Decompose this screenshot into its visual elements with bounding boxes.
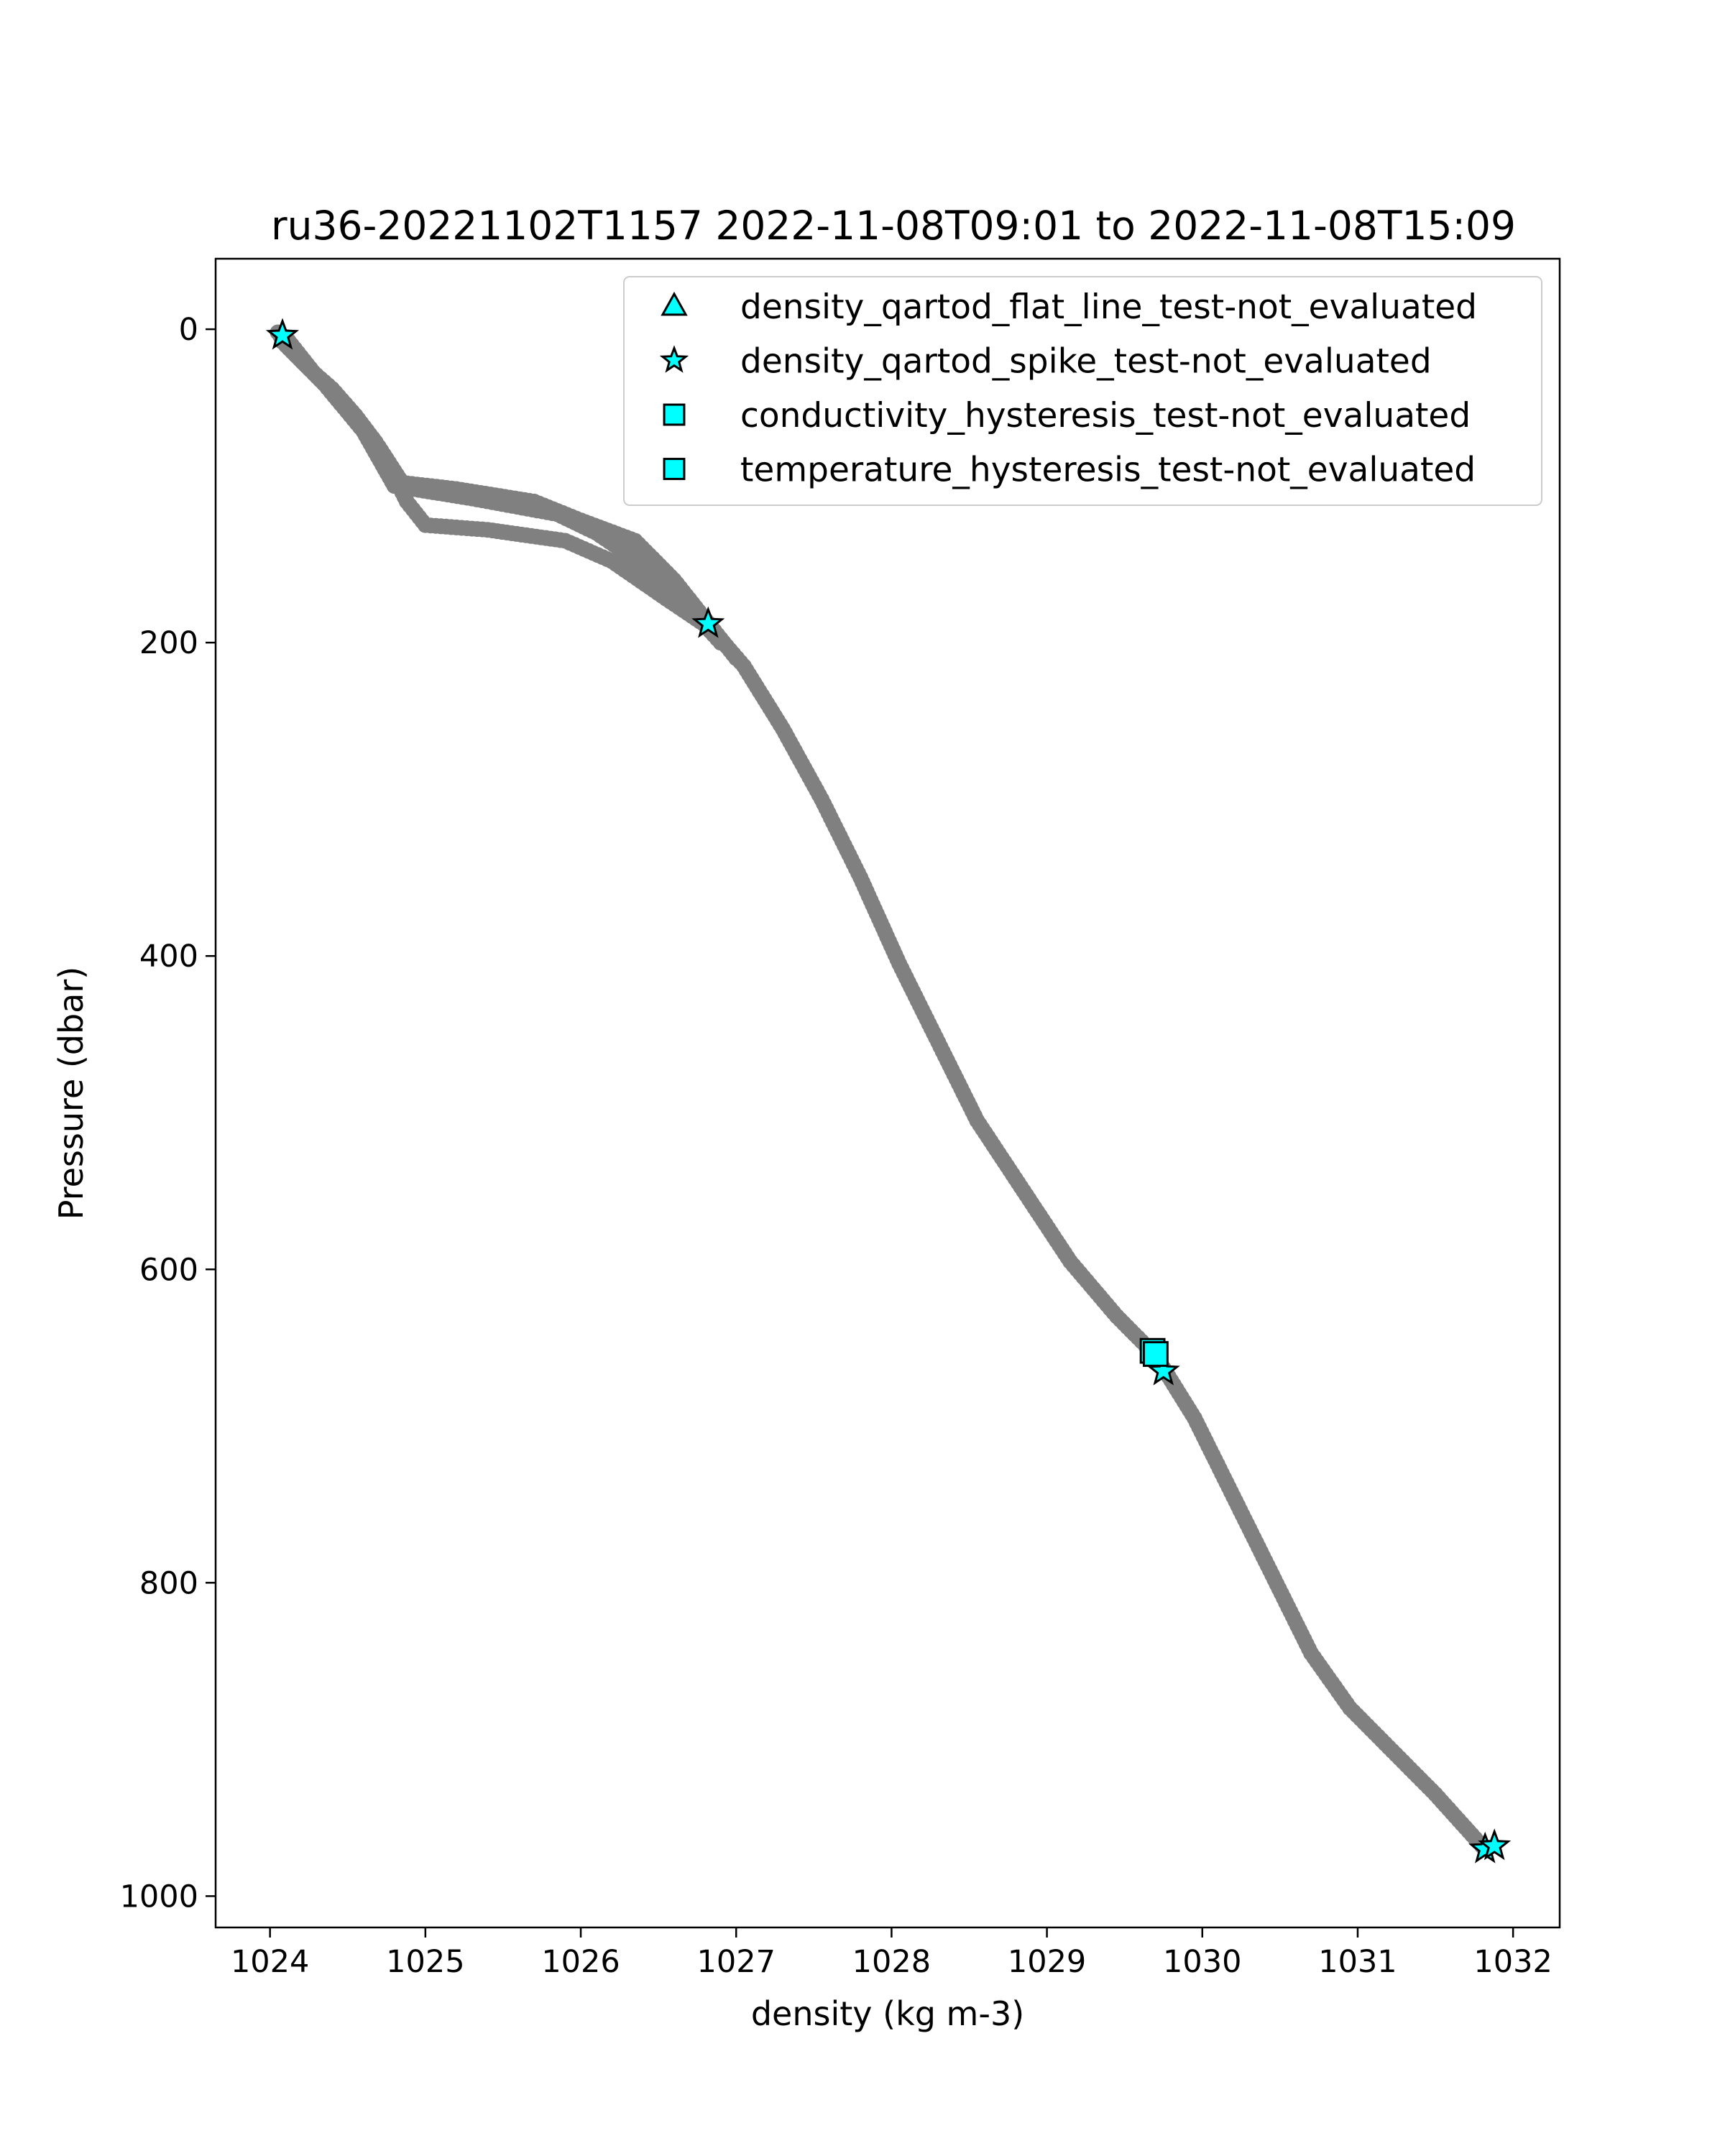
legend	[624, 277, 1542, 505]
y-tick-label: 800	[139, 1565, 198, 1602]
y-tick-label: 0	[178, 312, 198, 349]
x-tick-label: 1028	[852, 1944, 932, 1980]
profile-point	[713, 635, 729, 650]
x-tick-label: 1032	[1473, 1944, 1552, 1980]
y-tick-label: 600	[139, 1252, 198, 1289]
y-axis-label: Pressure (dbar)	[52, 966, 91, 1220]
square-flag-marker	[1144, 1342, 1168, 1366]
legend-label: conductivity_hysteresis_test-not_evaluated	[740, 396, 1471, 436]
chart-title: ru36-20221102T1157 2022-11-08T09:01 to 2022-11-08T15:09	[271, 203, 1516, 249]
x-tick-label: 1024	[230, 1944, 310, 1980]
y-tick-label: 200	[139, 625, 198, 662]
x-tick-label: 1029	[1007, 1944, 1087, 1980]
x-tick-label: 1031	[1318, 1944, 1397, 1980]
x-tick-label: 1027	[696, 1944, 776, 1980]
x-tick-label: 1026	[541, 1944, 620, 1980]
x-tick-label: 1025	[386, 1944, 465, 1980]
y-tick-label: 400	[139, 939, 198, 975]
x-tick-label: 1030	[1163, 1944, 1242, 1980]
legend-square-icon	[664, 459, 684, 479]
x-axis-label: density (kg m-3)	[750, 1994, 1025, 2033]
legend-label: density_qartod_spike_test-not_evaluated	[740, 341, 1432, 382]
legend-label: density_qartod_flat_line_test-not_evaluated	[740, 287, 1478, 327]
legend-square-icon	[664, 405, 684, 425]
legend-label: temperature_hysteresis_test-not_evaluated	[740, 450, 1476, 490]
profile-point	[728, 650, 744, 666]
y-tick-label: 1000	[119, 1879, 198, 1915]
